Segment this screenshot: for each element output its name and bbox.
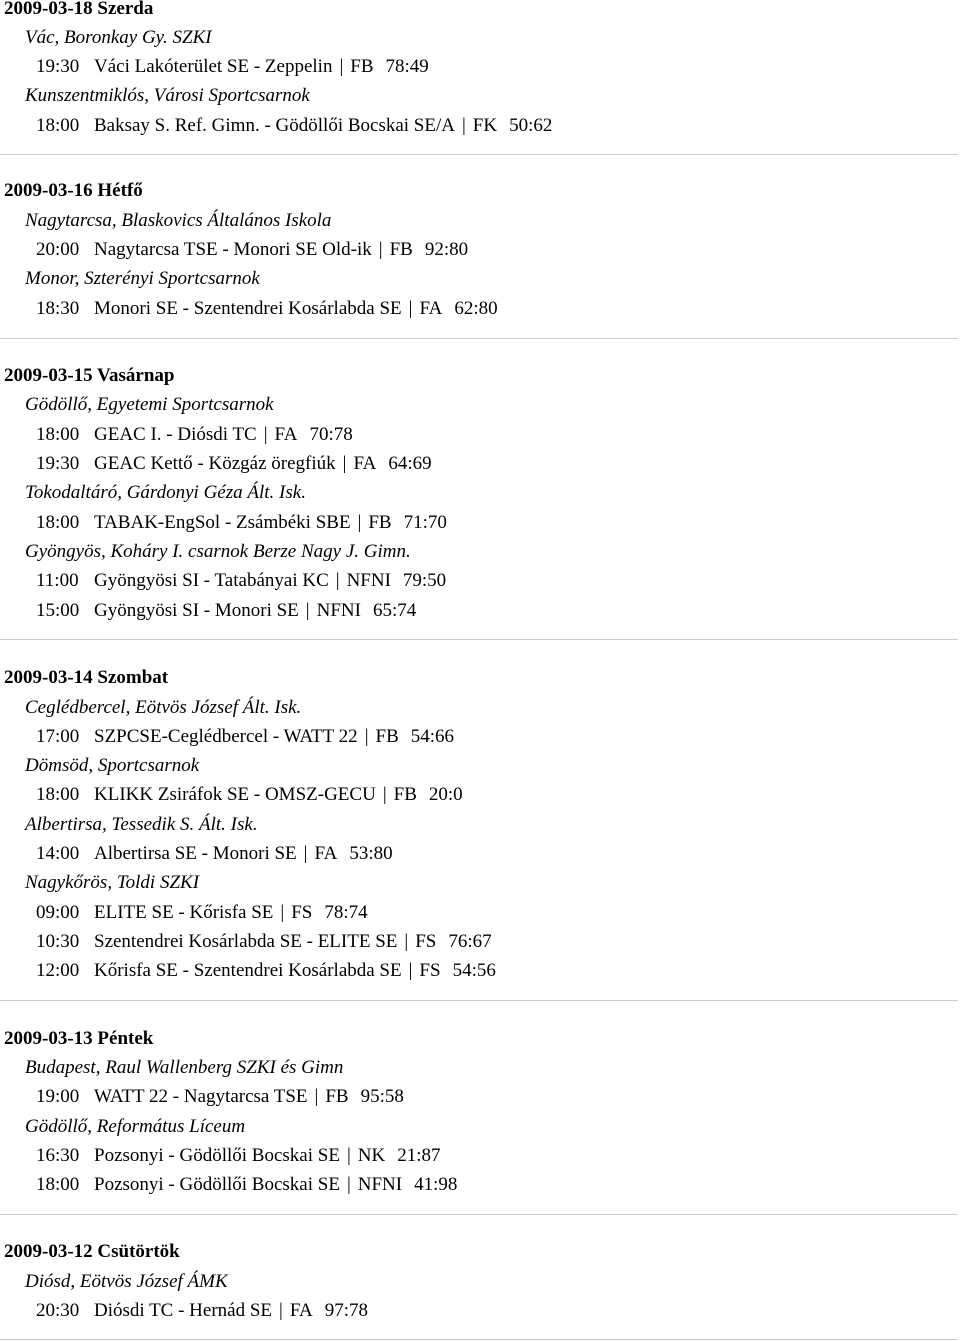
divider [0, 338, 958, 339]
game-score: 71:70 [403, 512, 447, 533]
separator: | [404, 931, 409, 952]
game-time: 19:00 [36, 1086, 80, 1107]
game-score: 21:87 [397, 1145, 441, 1166]
game-time: 18:00 [36, 512, 80, 533]
game-row [36, 56, 429, 78]
game-score: 20:0 [428, 784, 463, 805]
game-league: FB [350, 56, 374, 77]
game-row [36, 931, 492, 953]
game-row [36, 1174, 457, 1196]
game-league: FS [291, 902, 313, 923]
game-time: 18:00 [36, 115, 80, 136]
game-score: 65:74 [372, 600, 417, 621]
separator: | [263, 424, 268, 445]
separator: | [346, 1145, 351, 1166]
game-row [36, 1086, 404, 1108]
game-league: FB [325, 1086, 349, 1107]
game-league: FB [393, 784, 417, 805]
game-time: 20:00 [36, 239, 80, 260]
divider [0, 1000, 958, 1001]
game-match: Monori SE - Szentendrei Kosárlabda SE [94, 298, 402, 319]
game-score: 53:80 [349, 843, 393, 864]
game-score: 54:66 [410, 726, 455, 747]
game-row [36, 600, 416, 622]
divider [0, 639, 958, 640]
game-time: 19:30 [36, 56, 80, 77]
separator: | [305, 600, 310, 621]
separator: | [335, 570, 340, 591]
separator: | [346, 1174, 351, 1195]
game-time: 20:30 [36, 1300, 80, 1321]
game-league: FA [353, 453, 377, 474]
game-league: FA [274, 424, 298, 445]
game-match: SZPCSE-Ceglédbercel - WATT 22 [94, 726, 358, 747]
game-row [36, 424, 353, 446]
game-score: 41:98 [414, 1174, 458, 1195]
game-league: FK [472, 115, 498, 136]
game-match: Nagytarcsa TSE - Monori SE Old-ik [94, 239, 372, 260]
divider [0, 154, 958, 155]
game-score: 70:78 [309, 424, 353, 445]
game-match: Pozsonyi - Gödöllői Bocskai SE [94, 1174, 340, 1195]
game-match: ELITE SE - Kőrisfa SE [94, 902, 274, 923]
venue-name: Nagykőrös, Toldi SZKI [25, 872, 200, 893]
venue-name: Budapest, Raul Wallenberg SZKI és Gimn [25, 1057, 344, 1078]
game-time: 15:00 [36, 600, 80, 621]
game-time: 18:00 [36, 1174, 80, 1195]
game-match: Kőrisfa SE - Szentendrei Kosárlabda SE [94, 960, 402, 981]
game-row [36, 453, 432, 475]
game-match: GEAC Kettő - Közgáz öregfiúk [94, 453, 336, 474]
game-league: NFNI [316, 600, 361, 621]
separator: | [314, 1086, 319, 1107]
game-league: FA [419, 298, 443, 319]
game-row [36, 784, 463, 806]
venue-name: Monor, Szterényi Sportcsarnok [25, 268, 260, 289]
game-match: Váci Lakóterület SE - Zeppelin [94, 56, 333, 77]
venue-name: Gyöngyös, Koháry I. csarnok Berze Nagy J. Gimn. [25, 541, 411, 562]
venue-name: Vác, Boronkay Gy. SZKI [25, 27, 212, 48]
game-league: FB [389, 239, 413, 260]
day-heading: 2009-03-13 Péntek [4, 1028, 154, 1049]
separator: | [280, 902, 285, 923]
venue-name: Gödöllő, Református Líceum [25, 1116, 246, 1137]
game-league: FB [375, 726, 399, 747]
game-score: 92:80 [424, 239, 469, 260]
game-league: NK [357, 1145, 386, 1166]
game-league: FA [289, 1300, 313, 1321]
venue-name: Kunszentmiklós, Városi Sportcsarnok [25, 85, 310, 106]
venue-name: Ceglédbercel, Eötvös József Ált. Isk. [25, 697, 302, 718]
game-row [36, 512, 447, 534]
game-match: Albertirsa SE - Monori SE [94, 843, 297, 864]
separator: | [342, 453, 347, 474]
game-time: 18:00 [36, 784, 80, 805]
separator: | [279, 1300, 283, 1321]
game-match: KLIKK Zsiráfok SE - OMSZ-GECU [94, 784, 376, 805]
game-time: 12:00 [36, 960, 80, 981]
game-match: Szentendrei Kosárlabda SE - ELITE SE [94, 931, 398, 952]
game-time: 17:00 [36, 726, 80, 747]
game-time: 19:30 [36, 453, 80, 474]
game-score: 95:58 [360, 1086, 404, 1107]
venue-name: Diósd, Eötvös József ÁMK [25, 1271, 228, 1292]
game-league: NFNI [357, 1174, 403, 1195]
venue-name: Nagytarcsa, Blaskovics Általános Iskola [25, 210, 332, 231]
venue-name: Gödöllő, Egyetemi Sportcsarnok [25, 394, 274, 415]
venue-name: Tokodaltáró, Gárdonyi Géza Ált. Isk. [25, 482, 306, 503]
game-match: GEAC I. - Diósdi TC [94, 424, 257, 445]
separator: | [357, 512, 362, 533]
venue-name: Dömsöd, Sportcsarnok [25, 755, 200, 776]
game-row [36, 239, 468, 261]
game-row [36, 570, 446, 592]
game-time: 10:30 [36, 931, 80, 952]
game-league: FB [368, 512, 392, 533]
separator: | [303, 843, 308, 864]
separator: | [364, 726, 369, 747]
game-match: Diósdi TC - Hernád SE [94, 1300, 273, 1321]
game-score: 97:78 [324, 1300, 369, 1321]
game-score: 79:50 [402, 570, 447, 591]
game-league: FA [314, 843, 338, 864]
day-heading: 2009-03-15 Vasárnap [4, 365, 175, 386]
game-time: 11:00 [36, 570, 79, 591]
separator: | [408, 960, 413, 981]
game-row [36, 902, 368, 924]
separator: | [378, 239, 383, 260]
game-score: 78:74 [324, 902, 368, 923]
game-row [36, 1300, 368, 1322]
game-match: Gyöngyösi SI - Monori SE [94, 600, 299, 621]
separator: | [461, 115, 466, 136]
game-time: 14:00 [36, 843, 80, 864]
game-time: 18:00 [36, 424, 80, 445]
game-time: 18:30 [36, 298, 80, 319]
game-row [36, 1145, 441, 1167]
game-row [36, 960, 496, 982]
game-score: 64:69 [388, 453, 432, 474]
game-match: TABAK-EngSol - Zsámbéki SBE [94, 512, 351, 533]
day-heading: 2009-03-14 Szombat [4, 667, 169, 688]
separator: | [339, 56, 344, 77]
game-match: Baksay S. Ref. Gimn. - Gödöllői Bocskai SE/A [94, 115, 455, 136]
game-match: Pozsonyi - Gödöllői Bocskai SE [94, 1145, 340, 1166]
separator: | [382, 784, 387, 805]
game-league: FS [415, 931, 437, 952]
game-score: 78:49 [385, 56, 429, 77]
game-match: Gyöngyösi SI - Tatabányai KC [94, 570, 329, 591]
game-row [36, 298, 498, 320]
game-row [36, 115, 552, 137]
day-heading: 2009-03-18 Szerda [4, 0, 154, 19]
game-row [36, 726, 454, 748]
separator: | [408, 298, 413, 319]
game-row [36, 843, 393, 865]
divider [0, 1339, 958, 1340]
day-heading: 2009-03-12 Csütörtök [4, 1241, 180, 1262]
game-score: 62:80 [454, 298, 498, 319]
game-league: FS [419, 960, 441, 981]
game-league: NFNI [346, 570, 391, 591]
game-score: 50:62 [509, 115, 553, 136]
game-match: WATT 22 - Nagytarcsa TSE [94, 1086, 308, 1107]
day-heading: 2009-03-16 Hétfő [4, 180, 143, 201]
game-time: 09:00 [36, 902, 80, 923]
game-score: 54:56 [452, 960, 496, 981]
venue-name: Albertirsa, Tessedik S. Ált. Isk. [25, 814, 258, 835]
divider [0, 1214, 958, 1215]
game-score: 76:67 [448, 931, 492, 952]
game-time: 16:30 [36, 1145, 80, 1166]
